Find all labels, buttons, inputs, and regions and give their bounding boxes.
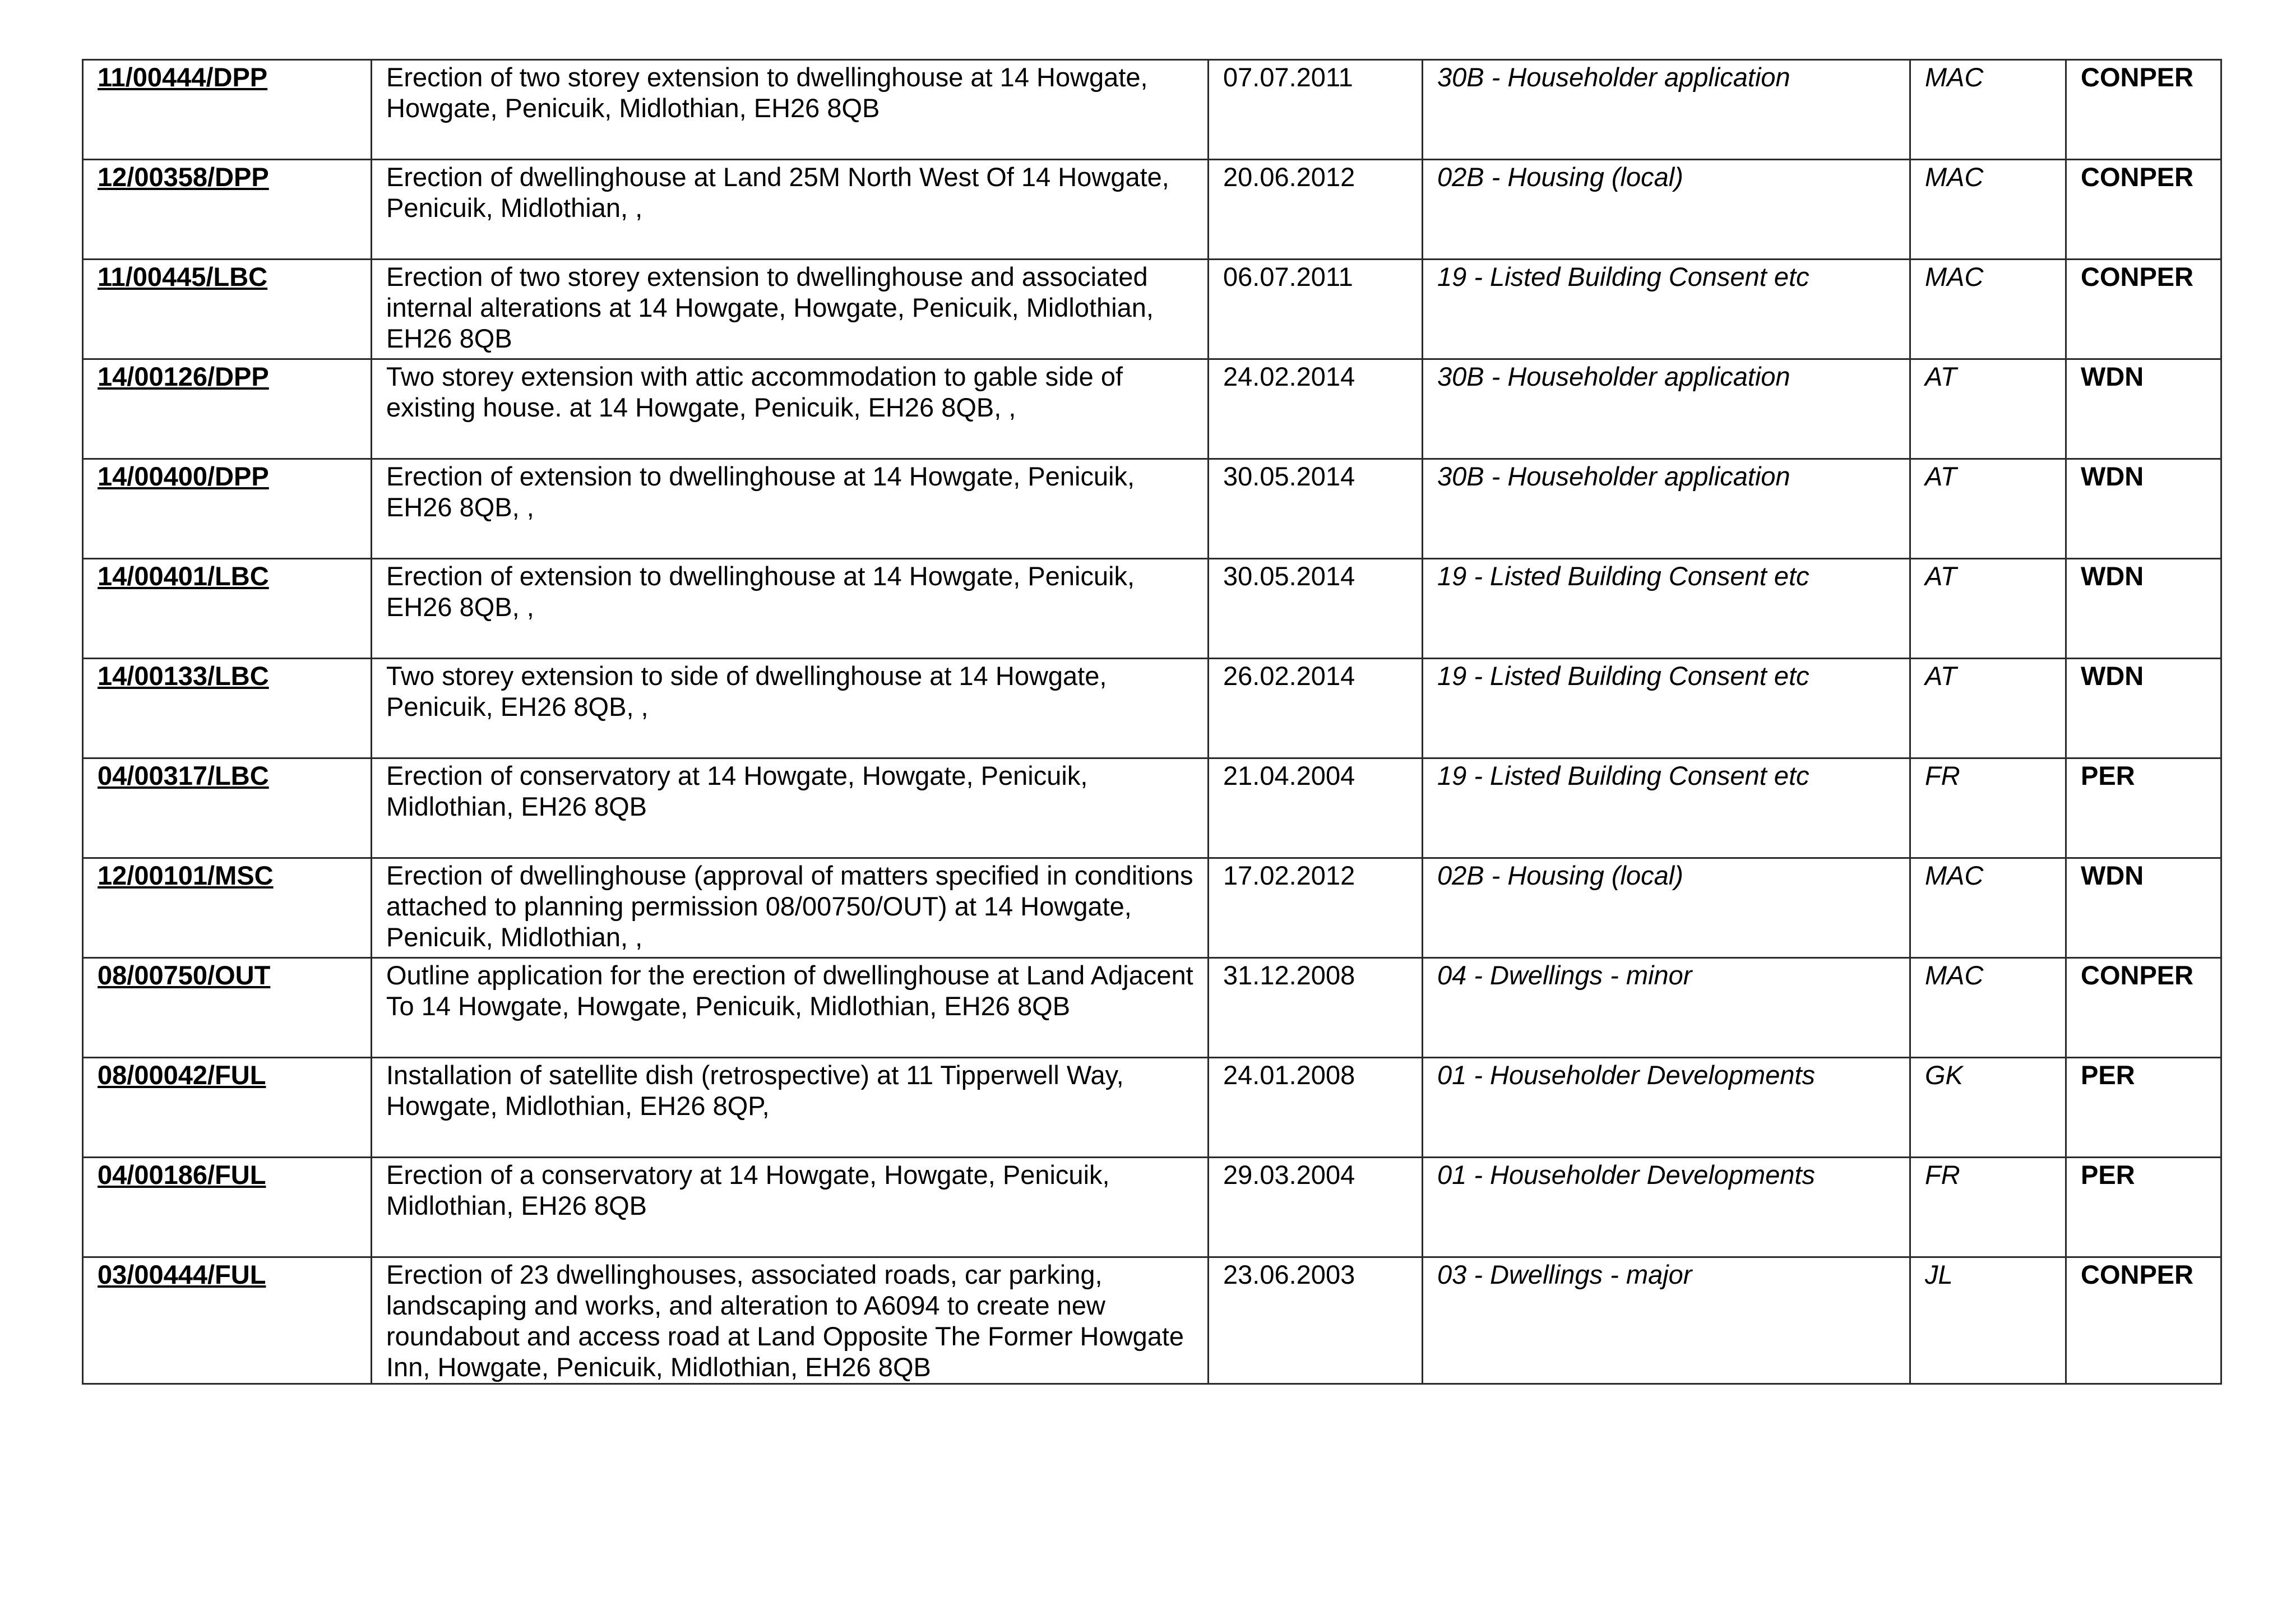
table-row xyxy=(83,1257,2221,1384)
application-type: 03 - Dwellings - major xyxy=(1423,1257,1910,1384)
case-officer: MAC xyxy=(1910,60,2066,160)
case-officer: JL xyxy=(1910,1257,2066,1384)
decision-code: CONPER xyxy=(2066,1257,2221,1384)
application-reference-link[interactable]: 14/00126/DPP xyxy=(83,359,372,459)
table-row xyxy=(83,858,2221,958)
table-row xyxy=(83,559,2221,659)
table-row xyxy=(83,1058,2221,1158)
application-type: 02B - Housing (local) xyxy=(1423,160,1910,260)
application-type: 01 - Householder Developments xyxy=(1423,1158,1910,1257)
decision-code: PER xyxy=(2066,1158,2221,1257)
case-officer: MAC xyxy=(1910,160,2066,260)
application-type: 01 - Householder Developments xyxy=(1423,1058,1910,1158)
decision-code: WDN xyxy=(2066,858,2221,958)
application-date: 24.01.2008 xyxy=(1209,1058,1423,1158)
application-reference-link[interactable]: 03/00444/FUL xyxy=(83,1257,372,1384)
application-description: Erection of dwellinghouse at Land 25M North West Of 14 Howgate, Penicuik, Midlothian, , xyxy=(372,160,1209,260)
application-reference-link[interactable]: 08/00042/FUL xyxy=(83,1058,372,1158)
application-description: Outline application for the erection of dwellinghouse at Land Adjacent To 14 Howgate, Howgate, Penicuik, Midlothian, EH26 8QB xyxy=(372,958,1209,1058)
case-officer: AT xyxy=(1910,359,2066,459)
application-date: 07.07.2011 xyxy=(1209,60,1423,160)
decision-code: WDN xyxy=(2066,659,2221,758)
application-date: 30.05.2014 xyxy=(1209,459,1423,559)
application-description: Erection of conservatory at 14 Howgate, Howgate, Penicuik, Midlothian, EH26 8QB xyxy=(372,758,1209,858)
decision-code: WDN xyxy=(2066,559,2221,659)
decision-code: WDN xyxy=(2066,459,2221,559)
application-reference-link[interactable]: 12/00101/MSC xyxy=(83,858,372,958)
case-officer: GK xyxy=(1910,1058,2066,1158)
application-type: 19 - Listed Building Consent etc xyxy=(1423,758,1910,858)
application-reference-link[interactable]: 14/00400/DPP xyxy=(83,459,372,559)
case-officer: MAC xyxy=(1910,958,2066,1058)
application-type: 19 - Listed Building Consent etc xyxy=(1423,260,1910,359)
application-reference-link[interactable]: 04/00317/LBC xyxy=(83,758,372,858)
decision-code: CONPER xyxy=(2066,160,2221,260)
application-reference-link[interactable]: 04/00186/FUL xyxy=(83,1158,372,1257)
application-date: 31.12.2008 xyxy=(1209,958,1423,1058)
case-officer: FR xyxy=(1910,758,2066,858)
application-date: 23.06.2003 xyxy=(1209,1257,1423,1384)
case-officer: AT xyxy=(1910,559,2066,659)
application-description: Erection of dwellinghouse (approval of matters specified in conditions attached to planning permission 08/00750/OUT) at 14 Howgate, Penicuik, Midlothian, , xyxy=(372,858,1209,958)
application-date: 30.05.2014 xyxy=(1209,559,1423,659)
application-description: Erection of extension to dwellinghouse at 14 Howgate, Penicuik, EH26 8QB, , xyxy=(372,459,1209,559)
table-row xyxy=(83,160,2221,260)
decision-code: CONPER xyxy=(2066,958,2221,1058)
application-reference-link[interactable]: 14/00401/LBC xyxy=(83,559,372,659)
decision-code: PER xyxy=(2066,758,2221,858)
case-officer: MAC xyxy=(1910,858,2066,958)
application-date: 21.04.2004 xyxy=(1209,758,1423,858)
application-reference-link[interactable]: 12/00358/DPP xyxy=(83,160,372,260)
application-description: Two storey extension with attic accommodation to gable side of existing house. at 14 Howgate, Penicuik, EH26 8QB, , xyxy=(372,359,1209,459)
application-description: Installation of satellite dish (retrospective) at 11 Tipperwell Way, Howgate, Midlothian, EH26 8QP, xyxy=(372,1058,1209,1158)
decision-code: WDN xyxy=(2066,359,2221,459)
application-type: 30B - Householder application xyxy=(1423,459,1910,559)
table-row xyxy=(83,359,2221,459)
application-description: Erection of extension to dwellinghouse at 14 Howgate, Penicuik, EH26 8QB, , xyxy=(372,559,1209,659)
application-date: 26.02.2014 xyxy=(1209,659,1423,758)
application-description: Erection of a conservatory at 14 Howgate, Howgate, Penicuik, Midlothian, EH26 8QB xyxy=(372,1158,1209,1257)
decision-code: CONPER xyxy=(2066,260,2221,359)
application-date: 24.02.2014 xyxy=(1209,359,1423,459)
application-description: Erection of 23 dwellinghouses, associated roads, car parking, landscaping and works, and alteration to A6094 to create new roundabout and access road at Land Opposite The Former Howgate Inn, Howgate, Penicuik, Midlothian, EH26 8QB xyxy=(372,1257,1209,1384)
table-row xyxy=(83,659,2221,758)
application-type: 30B - Householder application xyxy=(1423,60,1910,160)
decision-code: CONPER xyxy=(2066,60,2221,160)
table-row xyxy=(83,459,2221,559)
table-row xyxy=(83,60,2221,160)
case-officer: AT xyxy=(1910,459,2066,559)
application-type: 04 - Dwellings - minor xyxy=(1423,958,1910,1058)
table-row xyxy=(83,758,2221,858)
application-type: 19 - Listed Building Consent etc xyxy=(1423,659,1910,758)
application-type: 19 - Listed Building Consent etc xyxy=(1423,559,1910,659)
application-type: 02B - Housing (local) xyxy=(1423,858,1910,958)
case-officer: AT xyxy=(1910,659,2066,758)
case-officer: MAC xyxy=(1910,260,2066,359)
application-date: 17.02.2012 xyxy=(1209,858,1423,958)
application-reference-link[interactable]: 14/00133/LBC xyxy=(83,659,372,758)
application-reference-link[interactable]: 08/00750/OUT xyxy=(83,958,372,1058)
decision-code: PER xyxy=(2066,1058,2221,1158)
table-row xyxy=(83,1158,2221,1257)
planning-applications-table xyxy=(82,59,2222,1385)
table-row xyxy=(83,958,2221,1058)
application-date: 20.06.2012 xyxy=(1209,160,1423,260)
application-description: Erection of two storey extension to dwellinghouse and associated internal alterations at 14 Howgate, Howgate, Penicuik, Midlothian, EH26 8QB xyxy=(372,260,1209,359)
application-description: Erection of two storey extension to dwellinghouse at 14 Howgate, Howgate, Penicuik, Midlothian, EH26 8QB xyxy=(372,60,1209,160)
application-reference-link[interactable]: 11/00445/LBC xyxy=(83,260,372,359)
application-type: 30B - Householder application xyxy=(1423,359,1910,459)
application-date: 06.07.2011 xyxy=(1209,260,1423,359)
application-reference-link[interactable]: 11/00444/DPP xyxy=(83,60,372,160)
application-description: Two storey extension to side of dwellinghouse at 14 Howgate, Penicuik, EH26 8QB, , xyxy=(372,659,1209,758)
table-row xyxy=(83,260,2221,359)
application-date: 29.03.2004 xyxy=(1209,1158,1423,1257)
case-officer: FR xyxy=(1910,1158,2066,1257)
